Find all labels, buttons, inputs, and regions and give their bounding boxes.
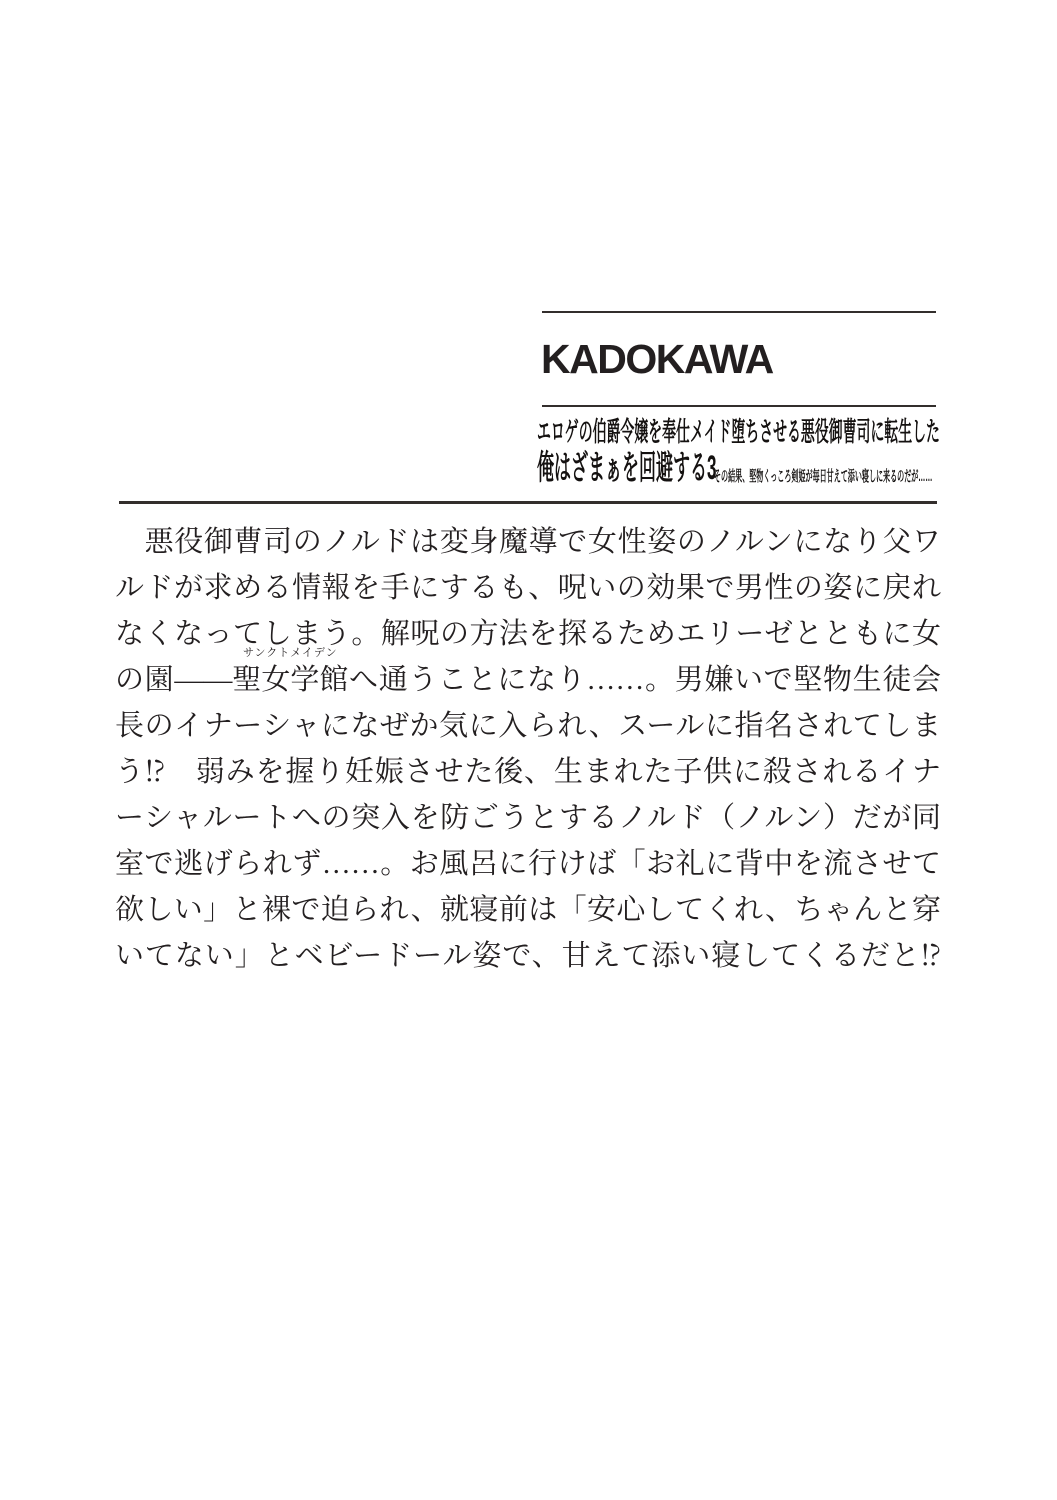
synopsis-segment-pre: の園―― (115, 664, 233, 696)
book-title-line2: 俺はざまぁを回避する3 (537, 449, 717, 487)
synopsis-segment-post: へ通うことになり……。男嫌いで堅物生徒会 (348, 664, 941, 696)
book-title-line1: エロゲの伯爵令嬢を奉仕メイド堕ちさせる悪役御曹司に転生した (537, 417, 940, 447)
ruby-base-text: 聖女学館 (232, 664, 349, 696)
divider-above-logo (542, 311, 936, 313)
synopsis-line: 欲しい」と裸で迫られ、就寝前は「安心してくれ、ちゃんと穿 (115, 894, 941, 926)
synopsis-line: う⁉ 弱みを握り妊娠させた後、生まれた子供に殺されるイナ (115, 756, 941, 788)
synopsis-line-with-ruby (115, 647, 941, 703)
synopsis-line: 長のイナーシャになぜか気に入られ、スールに指名されてしま (115, 710, 941, 742)
synopsis-line: なくなってしまう。解呪の方法を探るためエリーゼとともに女 (115, 618, 941, 650)
synopsis-line: 室で逃げられず……。お風呂に行けば「お礼に背中を流させて (115, 848, 941, 880)
ruby-base (232, 647, 349, 703)
synopsis-line: ルドが求める情報を手にするも、呪いの効果で男性の姿に戻れ (115, 572, 941, 604)
synopsis-line: 悪役御曹司のノルドは変身魔導で女性姿のノルンになり父ワ (115, 526, 941, 558)
synopsis-line: いてない」とベビードール姿で、甘えて添い寝してくるだと⁉ (115, 940, 941, 972)
furigana-annotation: サンクトメイデン (243, 647, 338, 659)
divider-below-logo (542, 405, 936, 407)
synopsis-block (115, 519, 941, 979)
kadokawa-logo: KADOKAWA (541, 336, 773, 382)
divider-below-title (119, 501, 937, 504)
book-subtitle: その結果、堅物くっころ剣姫が毎日甘えて添い寝しに来るのだが…… (714, 468, 933, 485)
synopsis-line: ーシャルートへの突入を防ごうとするノルド（ノルン）だが同 (115, 802, 941, 834)
